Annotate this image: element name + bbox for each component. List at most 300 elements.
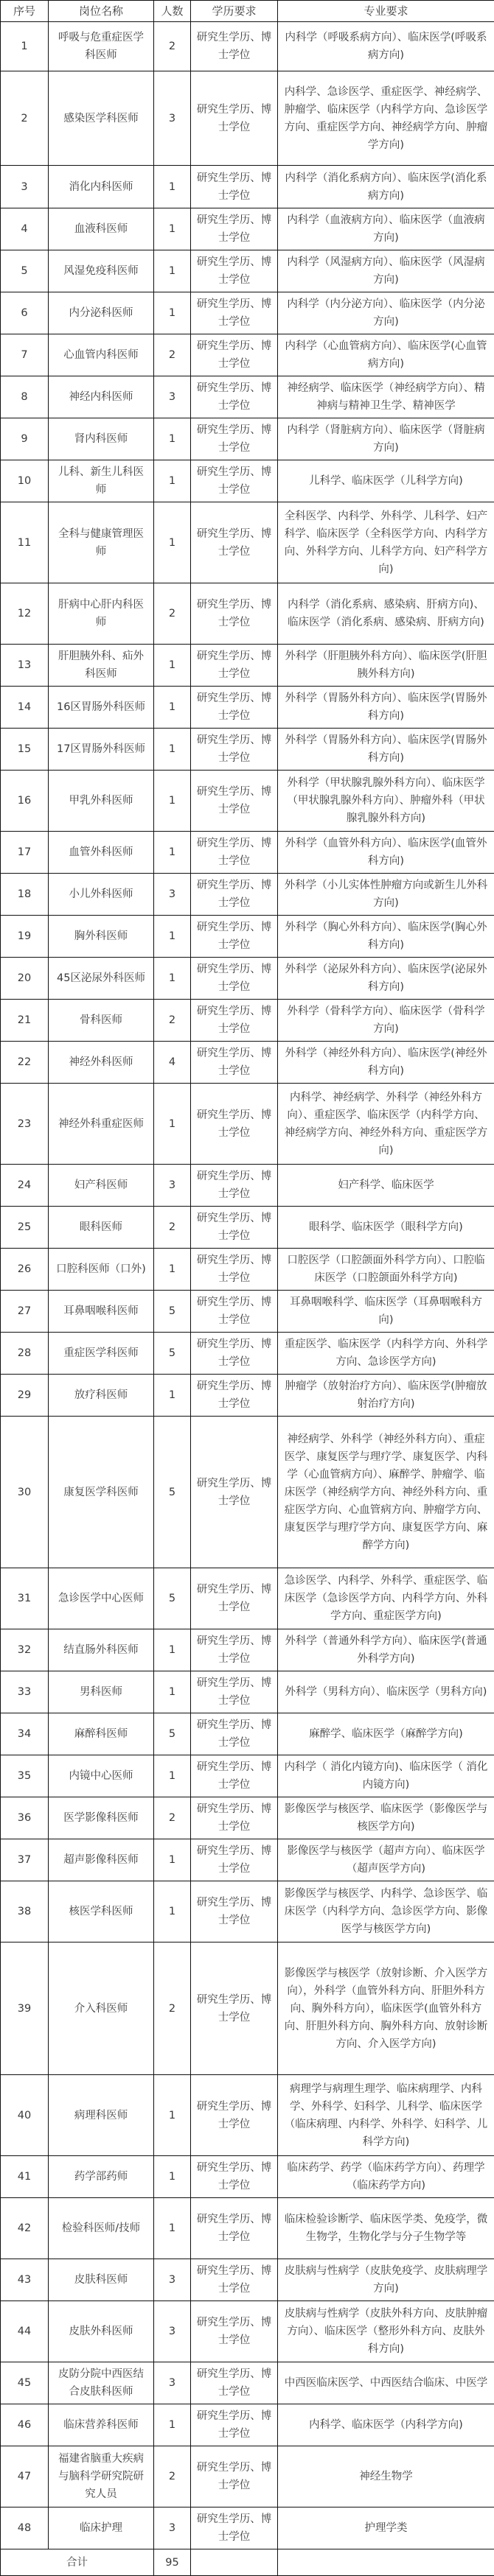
position-name: 放疗科医师	[49, 1375, 154, 1417]
education-requirement: 研究生学历、博士学位	[191, 208, 278, 250]
row-no: 12	[1, 583, 49, 645]
headcount: 2	[154, 334, 191, 376]
headcount: 1	[154, 645, 191, 687]
table-row	[1, 583, 494, 645]
headcount: 1	[154, 832, 191, 874]
education-requirement: 研究生学历、博士学位	[191, 1629, 278, 1671]
major-requirement: 临床药学、药学（临床药学方向）、药理学（临床药学方向)	[278, 2156, 494, 2198]
position-name: 消化内科医师	[49, 166, 154, 208]
row-no: 27	[1, 1291, 49, 1333]
headcount: 1	[154, 771, 191, 832]
table-row	[1, 958, 494, 1000]
row-no: 17	[1, 832, 49, 874]
headcount: 1	[154, 418, 191, 460]
major-requirement: 儿科学、临床医学（儿科学方向)	[278, 460, 494, 502]
position-name: 神经外科重症医师	[49, 1084, 154, 1165]
headcount: 1	[154, 729, 191, 771]
position-name: 肝胆胰外科、疝外科医师	[49, 645, 154, 687]
total-major	[278, 2549, 494, 2576]
row-no: 45	[1, 2362, 49, 2404]
table-row	[1, 292, 494, 334]
headcount: 1	[154, 460, 191, 502]
position-name: 病理科医师	[49, 2075, 154, 2156]
position-name: 儿科、新生儿科医师	[49, 460, 154, 502]
major-requirement: 神经病学、临床医学（神经病学方向）、精神病与精神卫生学、精神医学	[278, 376, 494, 418]
education-requirement: 研究生学历、博士学位	[191, 874, 278, 916]
position-name: 甲乳外科医师	[49, 771, 154, 832]
row-no: 25	[1, 1207, 49, 1249]
position-name: 皮肤外科医师	[49, 2301, 154, 2362]
headcount: 1	[154, 687, 191, 729]
header-position-name: 岗位名称	[49, 1, 154, 22]
headcount: 1	[154, 1671, 191, 1713]
table-row	[1, 22, 494, 71]
position-name: 小儿外科医师	[49, 874, 154, 916]
table-row	[1, 1291, 494, 1333]
major-requirement: 影像医学与核医学、内科学、急诊医学、临床医学（内科学方向、急诊医学方向、影像医学与核医学方向)	[278, 1881, 494, 1942]
major-requirement: 皮肤病与性病学（皮肤外科方向、皮肤肿瘤方向）、临床医学（整形外科方向、皮肤外科方向)	[278, 2301, 494, 2362]
table-row	[1, 2075, 494, 2156]
position-name: 神经内科医师	[49, 376, 154, 418]
headcount: 1	[154, 1881, 191, 1942]
row-no: 37	[1, 1839, 49, 1881]
position-name: 内分泌科医师	[49, 292, 154, 334]
headcount: 4	[154, 1042, 191, 1084]
major-requirement: 皮肤病与性病学（皮肤免疫学、皮肤病理学方向)	[278, 2259, 494, 2301]
row-no: 2	[1, 71, 49, 166]
position-name: 心血管内科医师	[49, 334, 154, 376]
headcount: 2	[154, 1797, 191, 1839]
table-row	[1, 645, 494, 687]
headcount: 2	[154, 22, 191, 71]
row-no: 11	[1, 502, 49, 583]
headcount: 2	[154, 583, 191, 645]
row-no: 32	[1, 1629, 49, 1671]
major-requirement: 内科学、急诊医学、重症医学、神经病学、肿瘤学、临床医学（内科学方向、急诊医学方向、重症医学方向、神经病学方向、肿瘤学方向)	[278, 71, 494, 166]
total-count: 95	[154, 2549, 191, 2576]
headcount: 3	[154, 2259, 191, 2301]
table-row	[1, 71, 494, 166]
table-row	[1, 687, 494, 729]
major-requirement: 外科学（胃肠外科方向）、临床医学(胃肠外科方向)	[278, 687, 494, 729]
position-name: 药学部药师	[49, 2156, 154, 2198]
row-no: 15	[1, 729, 49, 771]
row-no: 21	[1, 1000, 49, 1042]
row-no: 18	[1, 874, 49, 916]
education-requirement: 研究生学历、博士学位	[191, 645, 278, 687]
headcount: 5	[154, 1291, 191, 1333]
major-requirement: 外科学（甲状腺乳腺外科方向）、临床医学（甲状腺乳腺外科方向）、肿瘤外科（甲状腺乳腺外科方向)	[278, 771, 494, 832]
education-requirement: 研究生学历、博士学位	[191, 1042, 278, 1084]
headcount: 1	[154, 1249, 191, 1291]
headcount: 3	[154, 874, 191, 916]
table-row	[1, 1671, 494, 1713]
position-name: 肝病中心肝内科医师	[49, 583, 154, 645]
table-row	[1, 2156, 494, 2198]
table-row	[1, 1417, 494, 1568]
education-requirement: 研究生学历、博士学位	[191, 1207, 278, 1249]
position-name: 血液科医师	[49, 208, 154, 250]
position-name: 神经外科医师	[49, 1042, 154, 1084]
education-requirement: 研究生学历、博士学位	[191, 2156, 278, 2198]
education-requirement: 研究生学历、博士学位	[191, 1291, 278, 1333]
table-row	[1, 1881, 494, 1942]
headcount: 2	[154, 2446, 191, 2507]
position-name: 皮防分院中西医结合皮肤科医师	[49, 2362, 154, 2404]
table-row	[1, 1755, 494, 1797]
table-header-row	[1, 1, 494, 22]
major-requirement: 内科学（血液病方向）、临床医学（血液病方向)	[278, 208, 494, 250]
education-requirement: 研究生学历、博士学位	[191, 22, 278, 71]
headcount: 1	[154, 166, 191, 208]
major-requirement: 影像医学与核医学（超声方向）、临床医学（超声医学方向)	[278, 1839, 494, 1881]
row-no: 22	[1, 1042, 49, 1084]
education-requirement: 研究生学历、博士学位	[191, 1333, 278, 1375]
table-row	[1, 166, 494, 208]
education-requirement: 研究生学历、博士学位	[191, 376, 278, 418]
major-requirement: 妇产科学、临床医学	[278, 1165, 494, 1207]
row-no: 38	[1, 1881, 49, 1942]
table-row	[1, 916, 494, 958]
table-row	[1, 502, 494, 583]
headcount: 1	[154, 916, 191, 958]
education-requirement: 研究生学历、博士学位	[191, 2446, 278, 2507]
education-requirement: 研究生学历、博士学位	[191, 2404, 278, 2446]
row-no: 19	[1, 916, 49, 958]
row-no: 46	[1, 2404, 49, 2446]
position-name: 呼吸与危重症医学科医师	[49, 22, 154, 71]
row-no: 10	[1, 460, 49, 502]
major-requirement: 外科学（血管外科方向）、临床医学(血管外科方向)	[278, 832, 494, 874]
row-no: 14	[1, 687, 49, 729]
headcount: 1	[154, 1839, 191, 1881]
row-no: 29	[1, 1375, 49, 1417]
header-headcount: 人数	[154, 1, 191, 22]
table-row	[1, 1839, 494, 1881]
headcount: 3	[154, 2507, 191, 2549]
major-requirement: 内科学、神经病学、外科学（神经外科方向）、重症医学、临床医学（内科学方向、神经病学方向、神经外科方向、重症医学方向)	[278, 1084, 494, 1165]
headcount: 1	[154, 208, 191, 250]
education-requirement: 研究生学历、博士学位	[191, 583, 278, 645]
position-name: 福建省脑重大疾病与脑科学研究院研究人员	[49, 2446, 154, 2507]
major-requirement: 临床检验诊断学、临床医学类、免疫学，微生物学，生物化学与分子生物学等	[278, 2198, 494, 2259]
position-name: 检验科医师/技师	[49, 2198, 154, 2259]
education-requirement: 研究生学历、博士学位	[191, 1000, 278, 1042]
major-requirement: 内科学（风湿病方向）、临床医学（风湿病方向)	[278, 250, 494, 292]
position-name: 风湿免疫科医师	[49, 250, 154, 292]
major-requirement: 外科学（小儿实体性肿瘤方向或新生儿外科方向)	[278, 874, 494, 916]
position-name: 耳鼻咽喉科医师	[49, 1291, 154, 1333]
major-requirement: 重症医学、临床医学（内科学方向、外科学方向、急诊医学方向)	[278, 1333, 494, 1375]
table-row	[1, 1333, 494, 1375]
education-requirement: 研究生学历、博士学位	[191, 1417, 278, 1568]
position-name: 全科与健康管理医师	[49, 502, 154, 583]
table-row	[1, 250, 494, 292]
row-no: 1	[1, 22, 49, 71]
position-name: 骨科医师	[49, 1000, 154, 1042]
table-row	[1, 2446, 494, 2507]
table-row	[1, 1207, 494, 1249]
major-requirement: 内科学（心血管病方向）、临床医学(心血管病方向)	[278, 334, 494, 376]
row-no: 7	[1, 334, 49, 376]
table-row	[1, 1942, 494, 2075]
table-row	[1, 1249, 494, 1291]
education-requirement: 研究生学历、博士学位	[191, 1084, 278, 1165]
row-no: 6	[1, 292, 49, 334]
education-requirement: 研究生学历、博士学位	[191, 832, 278, 874]
table-row	[1, 334, 494, 376]
row-no: 23	[1, 1084, 49, 1165]
position-name: 感染医学科医师	[49, 71, 154, 166]
total-label: 合计	[1, 2549, 154, 2576]
table-row	[1, 729, 494, 771]
position-name: 重症医学科医师	[49, 1333, 154, 1375]
row-no: 42	[1, 2198, 49, 2259]
row-no: 4	[1, 208, 49, 250]
row-no: 34	[1, 1713, 49, 1755]
headcount: 1	[154, 958, 191, 1000]
row-no: 40	[1, 2075, 49, 2156]
headcount: 1	[154, 502, 191, 583]
position-name: 结直肠外科医师	[49, 1629, 154, 1671]
education-requirement: 研究生学历、博士学位	[191, 2075, 278, 2156]
education-requirement: 研究生学历、博士学位	[191, 2507, 278, 2549]
position-name: 康复医学科医师	[49, 1417, 154, 1568]
position-name: 急诊医学中心医师	[49, 1568, 154, 1629]
headcount: 3	[154, 2301, 191, 2362]
table-row	[1, 1713, 494, 1755]
major-requirement: 内科学（消化系病方向）、临床医学(消化系病方向)	[278, 166, 494, 208]
major-requirement: 急诊医学、内科学、外科学、重症医学、临床医学（急诊医学方向、内科学方向、外科学方向、重症医学方向)	[278, 1568, 494, 1629]
header-no: 序号	[1, 1, 49, 22]
headcount: 1	[154, 292, 191, 334]
major-requirement: 内科学、临床医学（内科学方向)	[278, 2404, 494, 2446]
education-requirement: 研究生学历、博士学位	[191, 292, 278, 334]
table-row	[1, 832, 494, 874]
position-name: 眼科医师	[49, 1207, 154, 1249]
table-row	[1, 460, 494, 502]
education-requirement: 研究生学历、博士学位	[191, 502, 278, 583]
major-requirement: 影像医学与核医学（放射诊断、介入医学方向），外科学（血管外科方向、肝胆外科方向、胸外科方向），临床医学(血管外科方向、肝胆外科方向、胸外科方向、放射诊断方向、介入医学方向)	[278, 1942, 494, 2075]
major-requirement: 中西医临床医学、中西医结合临床、中医学	[278, 2362, 494, 2404]
education-requirement: 研究生学历、博士学位	[191, 1942, 278, 2075]
table-row	[1, 376, 494, 418]
row-no: 48	[1, 2507, 49, 2549]
education-requirement: 研究生学历、博士学位	[191, 916, 278, 958]
header-education: 学历要求	[191, 1, 278, 22]
headcount: 1	[154, 1755, 191, 1797]
major-requirement: 内科学（消化系病、感染病、肝病方向)、临床医学（消化系病、感染病、肝病方向)	[278, 583, 494, 645]
position-name: 内镜中心医师	[49, 1755, 154, 1797]
position-name: 皮肤科医师	[49, 2259, 154, 2301]
row-no: 39	[1, 1942, 49, 2075]
education-requirement: 研究生学历、博士学位	[191, 1755, 278, 1797]
major-requirement: 口腔医学（口腔颌面外科学方向）、口腔临床医学（口腔颌面外科学方向)	[278, 1249, 494, 1291]
table-row	[1, 2404, 494, 2446]
table-row	[1, 2198, 494, 2259]
position-name: 妇产科医师	[49, 1165, 154, 1207]
row-no: 47	[1, 2446, 49, 2507]
table-row	[1, 1000, 494, 1042]
row-no: 43	[1, 2259, 49, 2301]
major-requirement: 内科学（肾脏病方向）、临床医学（肾脏病方向)	[278, 418, 494, 460]
row-no: 20	[1, 958, 49, 1000]
row-no: 3	[1, 166, 49, 208]
position-name: 45区泌尿外科医师	[49, 958, 154, 1000]
education-requirement: 研究生学历、博士学位	[191, 334, 278, 376]
row-no: 41	[1, 2156, 49, 2198]
major-requirement: 外科学（胸心外科方向）、临床医学(胸心外科方向)	[278, 916, 494, 958]
position-name: 17区胃肠外科医师	[49, 729, 154, 771]
education-requirement: 研究生学历、博士学位	[191, 1881, 278, 1942]
headcount: 2	[154, 1000, 191, 1042]
position-name: 医学影像科医师	[49, 1797, 154, 1839]
position-name: 口腔科医师（口外)	[49, 1249, 154, 1291]
headcount: 2	[154, 1942, 191, 2075]
table-row	[1, 1797, 494, 1839]
major-requirement: 内科学（呼吸系病方向）、临床医学(呼吸系病方向)	[278, 22, 494, 71]
row-no: 33	[1, 1671, 49, 1713]
major-requirement: 外科学（男科方向）、临床医学（男科方向)	[278, 1671, 494, 1713]
table-row	[1, 2507, 494, 2549]
major-requirement: 外科学（骨科学方向）、临床医学（骨科学方向)	[278, 1000, 494, 1042]
education-requirement: 研究生学历、博士学位	[191, 2198, 278, 2259]
education-requirement: 研究生学历、博士学位	[191, 771, 278, 832]
position-name: 胸外科医师	[49, 916, 154, 958]
headcount: 3	[154, 71, 191, 166]
row-no: 16	[1, 771, 49, 832]
table-row	[1, 2301, 494, 2362]
major-requirement: 全科医学、内科学、外科学、儿科学、妇产科学、临床医学（全科医学方向、内科学方向、外科学方向、儿科学方向、妇产科学方向)	[278, 502, 494, 583]
row-no: 36	[1, 1797, 49, 1839]
major-requirement: 病理学与病理生理学、临床病理学、内科学、外科学、妇科学、儿科学、临床医学（临床病理、内科学、外科学、妇科学、儿科学方向)	[278, 2075, 494, 2156]
header-major: 专业要求	[278, 1, 494, 22]
table-row	[1, 1375, 494, 1417]
row-no: 13	[1, 645, 49, 687]
position-name: 介入科医师	[49, 1942, 154, 2075]
headcount: 3	[154, 376, 191, 418]
headcount: 1	[154, 250, 191, 292]
position-name: 超声影像科医师	[49, 1839, 154, 1881]
position-name: 麻醉科医师	[49, 1713, 154, 1755]
headcount: 1	[154, 2075, 191, 2156]
table-row	[1, 771, 494, 832]
major-requirement: 内科学（内分泌方向）、临床医学（内分泌方向)	[278, 292, 494, 334]
row-no: 44	[1, 2301, 49, 2362]
education-requirement: 研究生学历、博士学位	[191, 958, 278, 1000]
headcount: 1	[154, 2404, 191, 2446]
total-edu	[191, 2549, 278, 2576]
position-name: 血管外科医师	[49, 832, 154, 874]
row-no: 8	[1, 376, 49, 418]
headcount: 2	[154, 1207, 191, 1249]
headcount: 1	[154, 2198, 191, 2259]
education-requirement: 研究生学历、博士学位	[191, 1568, 278, 1629]
major-requirement: 外科学（肝胆胰外科方向）、临床医学(肝胆胰外科方向)	[278, 645, 494, 687]
education-requirement: 研究生学历、博士学位	[191, 2301, 278, 2362]
major-requirement: 影像医学与核医学、临床医学（影像医学与核医学方向)	[278, 1797, 494, 1839]
education-requirement: 研究生学历、博士学位	[191, 1797, 278, 1839]
major-requirement: 眼科学、临床医学（眼科学方向)	[278, 1207, 494, 1249]
headcount: 5	[154, 1568, 191, 1629]
education-requirement: 研究生学历、博士学位	[191, 166, 278, 208]
education-requirement: 研究生学历、博士学位	[191, 729, 278, 771]
education-requirement: 研究生学历、博士学位	[191, 2259, 278, 2301]
table-row	[1, 208, 494, 250]
row-no: 35	[1, 1755, 49, 1797]
position-name: 核医学科医师	[49, 1881, 154, 1942]
headcount: 3	[154, 1165, 191, 1207]
education-requirement: 研究生学历、博士学位	[191, 1165, 278, 1207]
education-requirement: 研究生学历、博士学位	[191, 1839, 278, 1881]
major-requirement: 麻醉学、临床医学（麻醉学方向)	[278, 1713, 494, 1755]
row-no: 28	[1, 1333, 49, 1375]
headcount: 1	[154, 1629, 191, 1671]
major-requirement: 耳鼻咽喉科学、临床医学（耳鼻咽喉科方向)	[278, 1291, 494, 1333]
row-no: 24	[1, 1165, 49, 1207]
headcount: 5	[154, 1417, 191, 1568]
position-name: 16区胃肠外科医师	[49, 687, 154, 729]
major-requirement: 神经病学、外科学（神经外科方向）、重症医学、康复医学与理疗学、康复医学、内科学（心血管病方向）、麻醉学、肿瘤学、临床医学（神经病学方向、神经外科方向、重症医学方向、心血管病方向、肿瘤学方向、康复医学与理疗学方向、康复医学方向、麻醉学方向)	[278, 1417, 494, 1568]
education-requirement: 研究生学历、博士学位	[191, 418, 278, 460]
education-requirement: 研究生学历、博士学位	[191, 1375, 278, 1417]
major-requirement: 外科学（普通外科学方向）、临床医学(普通外科学方向)	[278, 1629, 494, 1671]
headcount: 5	[154, 1713, 191, 1755]
row-no: 5	[1, 250, 49, 292]
headcount: 1	[154, 2156, 191, 2198]
headcount: 1	[154, 1375, 191, 1417]
table-row	[1, 1084, 494, 1165]
row-no: 30	[1, 1417, 49, 1568]
education-requirement: 研究生学历、博士学位	[191, 460, 278, 502]
major-requirement: 肿瘤学（放射治疗方向）、临床医学(肿瘤放射治疗方向)	[278, 1375, 494, 1417]
row-no: 26	[1, 1249, 49, 1291]
position-name: 临床营养科医师	[49, 2404, 154, 2446]
table-row	[1, 2362, 494, 2404]
headcount: 5	[154, 1333, 191, 1375]
position-name: 肾内科医师	[49, 418, 154, 460]
major-requirement: 护理学类	[278, 2507, 494, 2549]
table-row	[1, 1568, 494, 1629]
education-requirement: 研究生学历、博士学位	[191, 2362, 278, 2404]
table-row	[1, 1165, 494, 1207]
headcount: 1	[154, 1084, 191, 1165]
row-no: 9	[1, 418, 49, 460]
major-requirement: 外科学（神经外科方向）、临床医学(神经外科方向)	[278, 1042, 494, 1084]
education-requirement: 研究生学历、博士学位	[191, 687, 278, 729]
major-requirement: 外科学（泌尿外科方向）、临床医学(泌尿外科方向)	[278, 958, 494, 1000]
headcount: 3	[154, 2362, 191, 2404]
major-requirement: 内科学（ 消化内镜方向)、临床医学（ 消化内镜方向)	[278, 1755, 494, 1797]
education-requirement: 研究生学历、博士学位	[191, 71, 278, 166]
education-requirement: 研究生学历、博士学位	[191, 1671, 278, 1713]
table-body	[1, 22, 494, 2549]
table-row	[1, 418, 494, 460]
table-row	[1, 874, 494, 916]
education-requirement: 研究生学历、博士学位	[191, 250, 278, 292]
position-name: 临床护理	[49, 2507, 154, 2549]
table-row	[1, 1042, 494, 1084]
position-name: 男科医师	[49, 1671, 154, 1713]
total-row	[1, 2549, 494, 2576]
education-requirement: 研究生学历、博士学位	[191, 1713, 278, 1755]
row-no: 31	[1, 1568, 49, 1629]
education-requirement: 研究生学历、博士学位	[191, 1249, 278, 1291]
table-row	[1, 2259, 494, 2301]
major-requirement: 神经生物学	[278, 2446, 494, 2507]
table-row	[1, 1629, 494, 1671]
major-requirement: 外科学（胃肠外科方向）、临床医学(胃肠外科方向)	[278, 729, 494, 771]
